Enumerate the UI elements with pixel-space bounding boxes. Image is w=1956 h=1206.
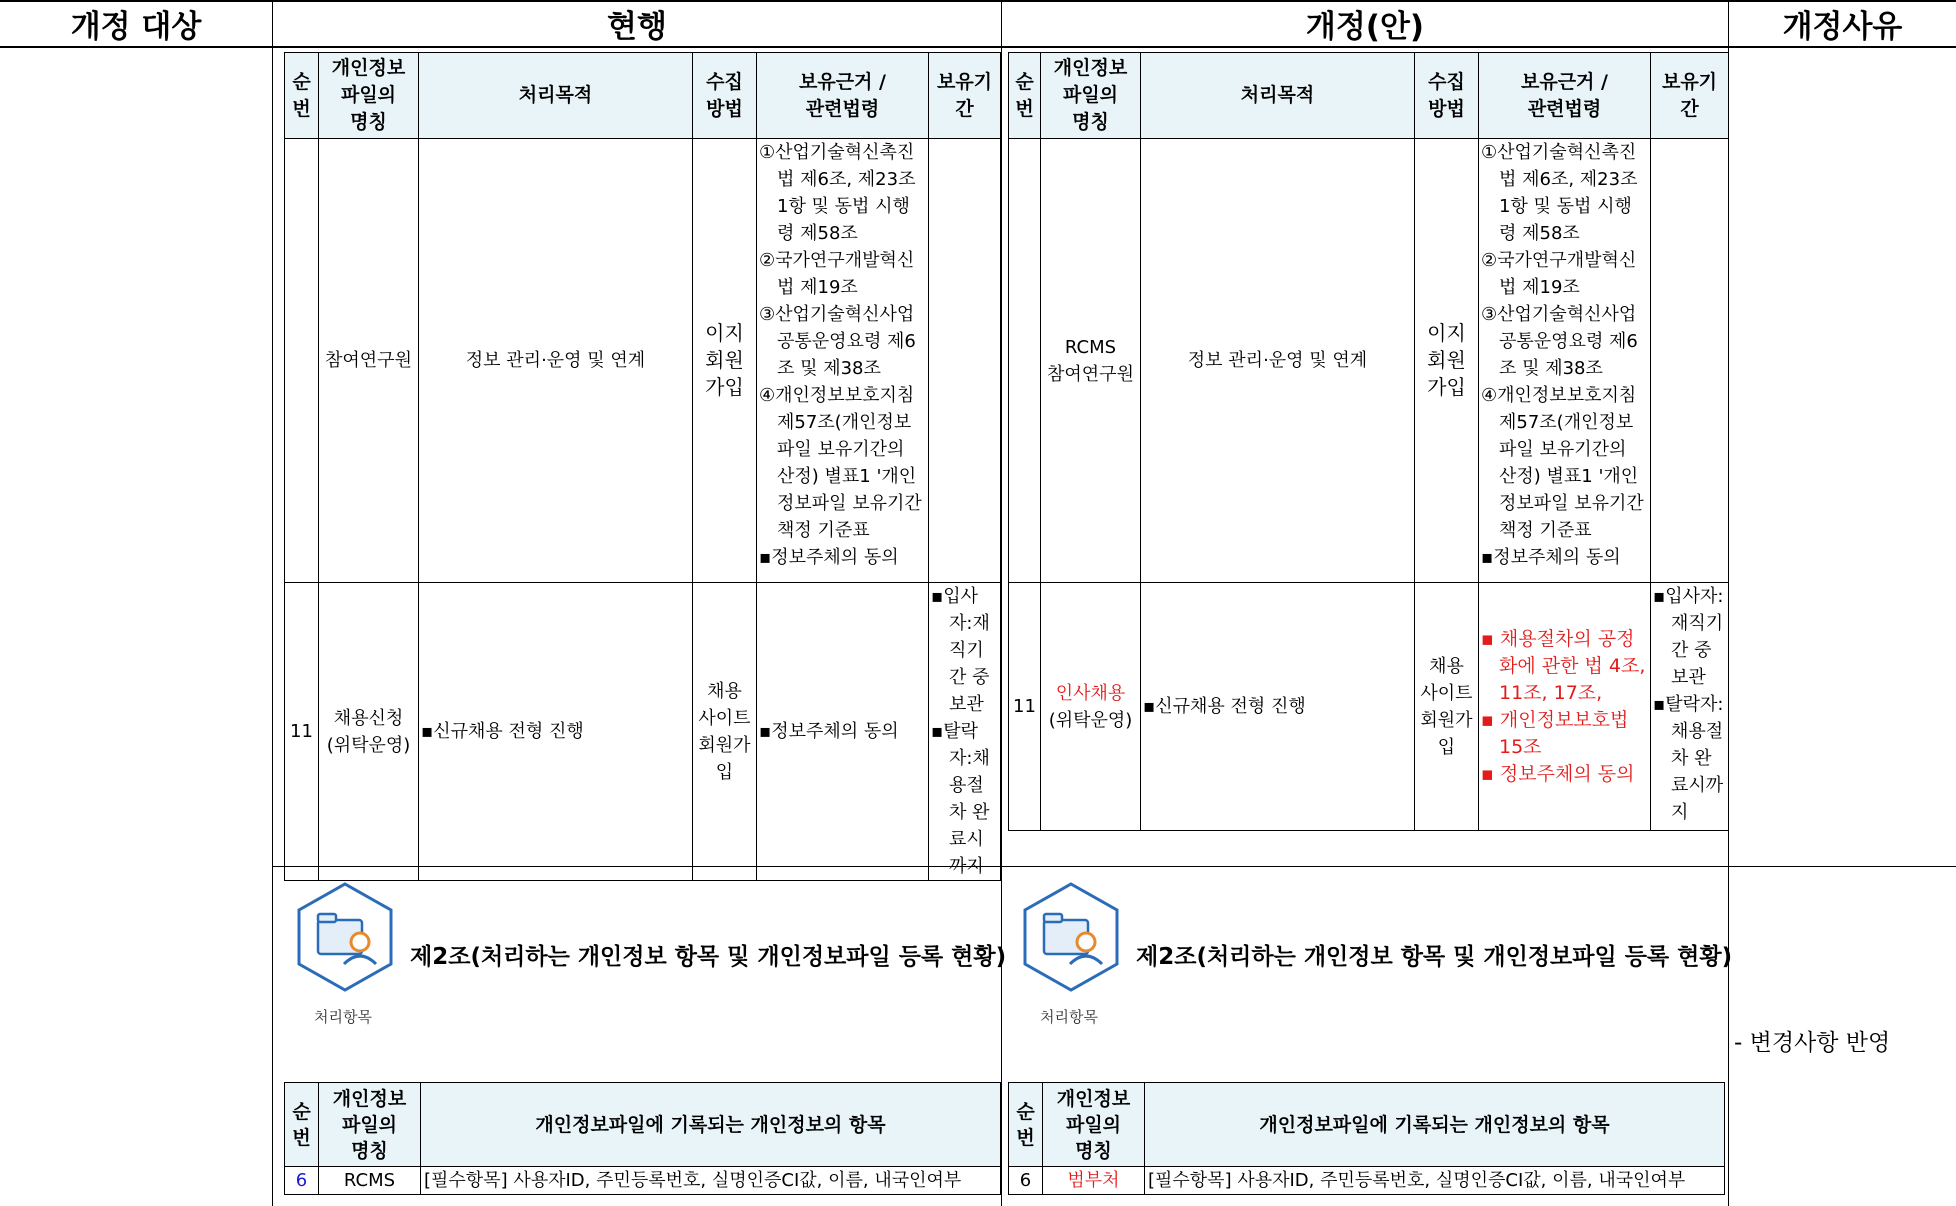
- table-row: [1009, 1167, 1725, 1195]
- col-method-header: 수집 방법: [693, 53, 757, 139]
- list-item: ▪입사자:재직기간 중 보관: [931, 586, 990, 715]
- cell-basis: ▪정보주체의 동의: [757, 583, 929, 881]
- list-item: ▪정보주체의 동의: [1481, 547, 1621, 568]
- col-purpose-header: 처리목적: [1141, 53, 1415, 139]
- list-item: ①산업기술혁신촉진법 제6조, 제23조 1항 및 동법 시행령 제58조: [1481, 142, 1638, 244]
- grid-line: [272, 0, 273, 1206]
- grid-line: [1001, 0, 1002, 1206]
- cell-seq: 11: [1009, 583, 1041, 831]
- section-title: 제2조(처리하는 개인정보 항목 및 개인정보파일 등록 현황): [410, 944, 1007, 970]
- list-item: ④개인정보보호지침 제57조(개인정보파일 보유기간의 산정) 별표1 '개인정보파일 보유기간 책정 기준표: [759, 385, 922, 541]
- list-item: ②국가연구개발혁신법 제19조: [1481, 250, 1637, 298]
- cell-name: RCMS: [319, 1167, 421, 1195]
- name-sub: (위탁운영): [1048, 709, 1133, 731]
- header-reason: 개정사유: [1782, 8, 1903, 45]
- col-name-header: 개인정보 파일의 명칭: [319, 1083, 421, 1167]
- table-row: [1009, 583, 1729, 831]
- current-items-table: [284, 1082, 1001, 1195]
- folder-person-icon: [288, 880, 402, 994]
- list-item: ▪ 정보주체의 동의: [1481, 762, 1635, 785]
- table-row: [285, 139, 1001, 583]
- basis-list: [759, 139, 926, 571]
- list-item: ③산업기술혁신사업 공통운영요령 제6조 및 제38조: [759, 304, 916, 379]
- col-seq-header: 순 번: [285, 1083, 319, 1167]
- cell-basis: [757, 139, 929, 583]
- cell-seq: 6: [285, 1167, 319, 1195]
- folder-person-icon: [1014, 880, 1128, 994]
- cell-period: [929, 139, 1001, 583]
- cell-name: 채용신청 (위탁운영): [319, 583, 419, 881]
- icon-caption: 처리항목: [1040, 1008, 1098, 1026]
- cell-seq: 11: [285, 583, 319, 881]
- col-basis-header: 보유근거 / 관련법령: [757, 53, 929, 139]
- cell-seq: [285, 139, 319, 583]
- cell-period: [1651, 139, 1729, 583]
- col-name-header: 개인정보 파일의 명칭: [319, 53, 419, 139]
- cell-items: [필수항목] 사용자ID, 주민등록번호, 실명인증CI값, 이름, 내국인여부: [1145, 1167, 1725, 1195]
- cell-basis: [1479, 139, 1651, 583]
- cell-purpose: 정보 관리·운영 및 연계: [1141, 139, 1415, 583]
- table-row: [285, 1167, 1001, 1195]
- list-item: ④개인정보보호지침 제57조(개인정보 파일 보유기간의 산정) 별표1 '개인정보파일 보유기간 책정 기준표: [1481, 385, 1644, 541]
- basis-list: [1481, 139, 1648, 571]
- list-item: ▪ 개인정보보호법 15조: [1481, 708, 1629, 758]
- reason-text: - 변경사항 반영: [1734, 1030, 1891, 1056]
- col-period-header: 보유기 간: [929, 53, 1001, 139]
- list-item: ▪탈락자:채용절차 완료시까지: [1653, 694, 1724, 823]
- cell-seq: 6: [1009, 1167, 1043, 1195]
- revised-items-table: [1008, 1082, 1725, 1195]
- changed-basis-list: [1481, 626, 1648, 788]
- col-purpose-header: 처리목적: [419, 53, 693, 139]
- header-revised: 개정(안): [1305, 8, 1425, 45]
- cell-basis: [1479, 583, 1651, 831]
- col-items-header: 개인정보파일에 기록되는 개인정보의 항목: [1145, 1083, 1725, 1167]
- list-item: ③산업기술혁신사업 공통운영요령 제6조 및 제38조: [1481, 304, 1638, 379]
- period-list: [1653, 583, 1726, 826]
- cell-method: 이지 회원 가입: [693, 139, 757, 583]
- cell-name: 범부처: [1043, 1167, 1145, 1195]
- current-table: [284, 52, 1001, 881]
- col-name-header: 개인정보 파일의 명칭: [1041, 53, 1141, 139]
- header-target: 개정 대상: [70, 8, 202, 45]
- cell-method: 채용 사이트 회원가 입: [1415, 583, 1479, 831]
- list-item: ▪입사자:재직기간 중 보관: [1653, 586, 1724, 688]
- col-basis-header: 보유근거 / 관련법령: [1479, 53, 1651, 139]
- cell-purpose: ▪신규채용 전형 진행: [1141, 583, 1415, 831]
- col-name-header: 개인정보 파일의 명칭: [1043, 1083, 1145, 1167]
- list-item: ②국가연구개발혁신법 제19조: [759, 250, 915, 298]
- list-item: ▪정보주체의 동의: [759, 547, 899, 568]
- cell-purpose: ▪신규채용 전형 진행: [419, 583, 693, 881]
- col-seq-header: 순 번: [285, 53, 319, 139]
- cell-seq: [1009, 139, 1041, 583]
- table-row: [1009, 139, 1729, 583]
- cell-name: 참여연구원: [319, 139, 419, 583]
- cell-name: [1041, 583, 1141, 831]
- cell-items: [필수항목] 사용자ID, 주민등록번호, 실명인증CI값, 이름, 내국인여부: [421, 1167, 1001, 1195]
- list-item: ▪탈락자:채용절차 완료시까지: [931, 721, 990, 877]
- cell-method: 이지 회원 가입: [1415, 139, 1479, 583]
- icon-caption: 처리항목: [314, 1008, 372, 1026]
- cell-period: [1651, 583, 1729, 831]
- col-method-header: 수집 방법: [1415, 53, 1479, 139]
- cell-name: RCMS 참여연구원: [1041, 139, 1141, 583]
- col-seq-header: 순 번: [1009, 53, 1041, 139]
- col-seq-header: 순 번: [1009, 1083, 1043, 1167]
- cell-purpose: 정보 관리·운영 및 연계: [419, 139, 693, 583]
- list-item: ①산업기술혁신촉진법 제6조, 제23조 1항 및 동법 시행령 제58조: [759, 142, 916, 244]
- grid-line: [0, 46, 1956, 48]
- section-title: 제2조(처리하는 개인정보 항목 및 개인정보파일 등록 현황): [1136, 944, 1733, 970]
- cell-method: 채용 사이트 회원가 입: [693, 583, 757, 881]
- list-item: ▪ 채용절차의 공정화에 관한 법 4조, 11조, 17조,: [1481, 627, 1646, 704]
- revised-table: [1008, 52, 1729, 831]
- col-period-header: 보유기 간: [1651, 53, 1729, 139]
- period-list: [931, 583, 998, 880]
- table-row: [285, 583, 1001, 881]
- col-items-header: 개인정보파일에 기록되는 개인정보의 항목: [421, 1083, 1001, 1167]
- cell-period: [929, 583, 1001, 881]
- changed-name: 인사채용: [1055, 682, 1126, 704]
- header-current: 현행: [607, 8, 667, 45]
- grid-line: [0, 0, 1956, 2]
